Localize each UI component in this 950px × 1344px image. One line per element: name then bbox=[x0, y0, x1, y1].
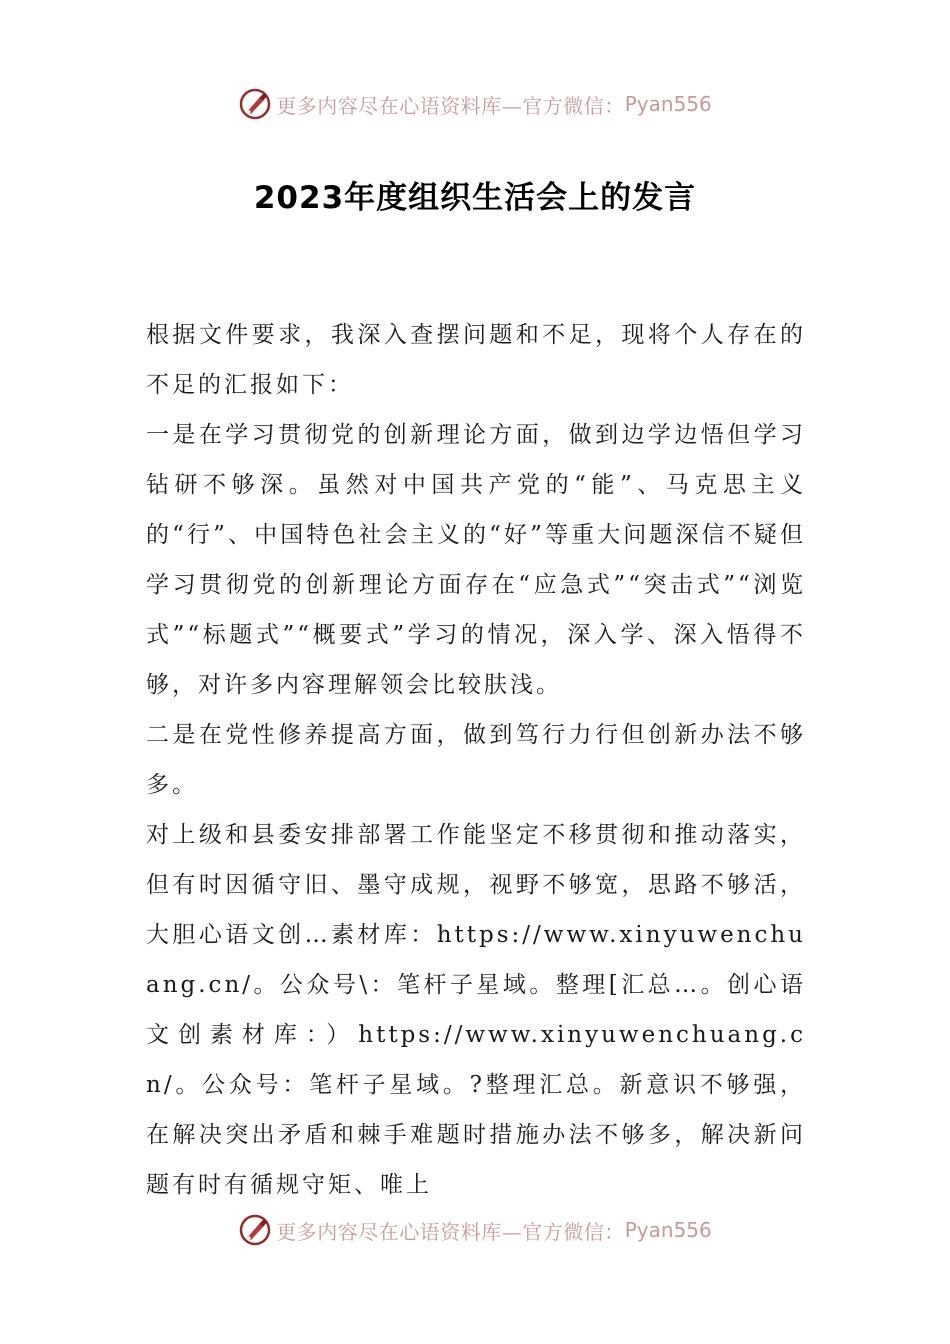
footer-watermark-banner bbox=[0, 1210, 950, 1250]
pen-nib-logo-icon bbox=[238, 87, 272, 121]
watermark-text: 更多内容尽在心语资料库—官方微信： bbox=[276, 1219, 625, 1244]
paragraph: 根据文件要求，我深入查摆问题和不足，现将个人存在的不足的汇报如下： bbox=[146, 322, 806, 398]
document-title: 2023年度组织生活会上的发言 bbox=[253, 180, 697, 216]
pen-nib-logo-icon bbox=[238, 1213, 272, 1247]
watermark-text: 更多内容尽在心语资料库—官方微信： bbox=[276, 93, 625, 118]
watermark-wechat-id: Pyan556 bbox=[624, 1218, 712, 1242]
paragraph: 一是在学习贯彻党的创新理论方面，做到边学边悟但学习钻研不够深。虽然对中国共产党的“能”、马克思主义的“行”、中国特色社会主义的“好”等重大问题深信不疑但学习贯彻党的创新理论方面存在“应急式”“突击式”“浏览式”“标题式”“概要式”学习的情况，深入学、深入悟得不够，对许多内容理解领会比较肤浅。 bbox=[146, 422, 806, 698]
watermark-wechat-id: Pyan556 bbox=[624, 92, 712, 116]
document-body bbox=[146, 310, 806, 1210]
paragraph: 对上级和县委安排部署工作能坚定不移贯彻和推动落实，但有时因循守旧、墨守成规，视野不够宽，思路不够活，大胆心语文创…素材库：https://www.xinyuwenchuang.cn/。公众号\：笔杆子星域。整理[汇总…。创心语文创素材库：）https://www.xinyuwenchuang.cn/。公众号：笔杆子星域。?整理汇总。新意识不够强，在解决突出矛盾和棘手难题时措施办法不够多，解决新问题有时有循规守矩、唯上 bbox=[146, 822, 806, 1198]
paragraph: 二是在党性修养提高方面，做到笃行力行但创新办法不够多。 bbox=[146, 722, 806, 798]
header-watermark-banner bbox=[0, 84, 950, 124]
